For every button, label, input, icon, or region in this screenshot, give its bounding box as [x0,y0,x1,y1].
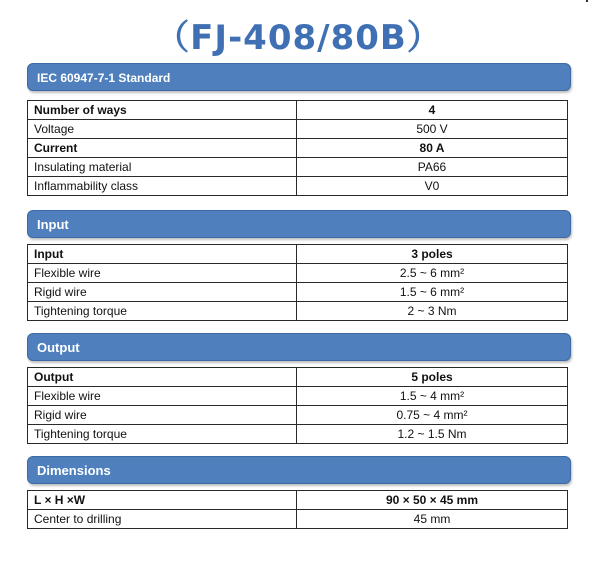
row-value: PA66 [297,158,568,177]
table-row [28,406,568,425]
row-value: 2.5 ~ 6 mm² [297,264,568,283]
row-value: V0 [297,177,568,196]
table-row [28,139,568,158]
row-label: Flexible wire [28,264,297,283]
row-value: 1.5 ~ 4 mm² [297,387,568,406]
row-value: 1.2 ~ 1.5 Nm [297,425,568,444]
table-row [28,120,568,139]
row-value: 500 V [297,120,568,139]
table-row [28,387,568,406]
page-title: （FJ-408/80B） [155,18,442,58]
table-row [28,510,568,529]
row-label: Current [28,139,297,158]
section-header-dimensions: Dimensions [27,456,571,484]
section-header-output: Output [27,333,571,361]
row-value: 80 A [297,139,568,158]
spec-table-input [27,244,568,321]
spec-table-dimensions [27,490,568,529]
table-row [28,283,568,302]
table-row [28,425,568,444]
row-label: Tightening torque [28,302,297,321]
table-row [28,245,568,264]
row-label: Rigid wire [28,406,297,425]
table-row [28,368,568,387]
row-value: 5 poles [297,368,568,387]
row-value: 4 [297,101,568,120]
table-row [28,158,568,177]
row-label: Inflammability class [28,177,297,196]
row-label: Center to drilling [28,510,297,529]
corner-dot [586,0,588,2]
row-label: L × H ×W [28,491,297,510]
row-value: 0.75 ~ 4 mm² [297,406,568,425]
row-label: Insulating material [28,158,297,177]
table-row [28,177,568,196]
row-value: 90 × 50 × 45 mm [297,491,568,510]
table-row [28,491,568,510]
section-header-standard: IEC 60947-7-1 Standard [27,63,571,91]
row-label: Input [28,245,297,264]
table-row [28,264,568,283]
row-value: 3 poles [297,245,568,264]
row-label: Rigid wire [28,283,297,302]
row-label: Output [28,368,297,387]
row-label: Tightening torque [28,425,297,444]
row-label: Voltage [28,120,297,139]
table-row [28,302,568,321]
table-row [28,101,568,120]
row-value: 2 ~ 3 Nm [297,302,568,321]
row-label: Number of ways [28,101,297,120]
section-header-input: Input [27,210,571,238]
spec-table-standard [27,100,568,196]
spec-table-output [27,367,568,444]
row-value: 45 mm [297,510,568,529]
row-value: 1.5 ~ 6 mm² [297,283,568,302]
row-label: Flexible wire [28,387,297,406]
